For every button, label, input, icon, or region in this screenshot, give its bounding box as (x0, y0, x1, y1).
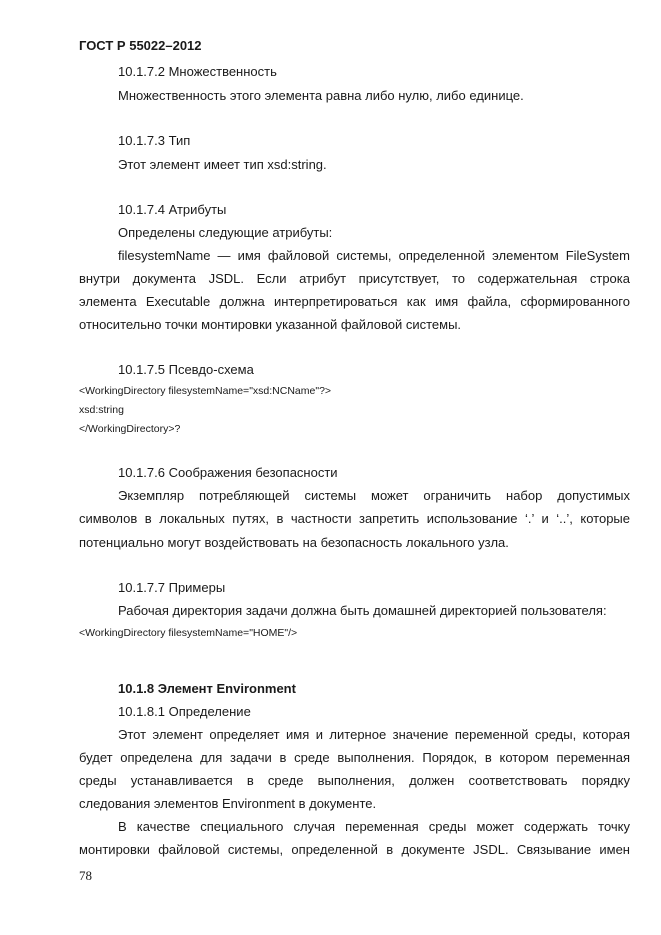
page-number: 78 (79, 868, 92, 883)
paragraph-line: следования элементов Environment в документе. (79, 796, 377, 811)
paragraph-line: относительно точки монтировки указанной файловой системы. (79, 317, 462, 332)
paragraph-line: Рабочая директория задачи должна быть домашней директорией пользователя: (118, 603, 607, 618)
paragraph-line: В качестве специального случая переменная среды может содержать точку (118, 819, 630, 834)
paragraph-line: Этот элемент определяет имя и литерное значение переменной среды, которая (118, 727, 630, 742)
subsection-heading: 10.1.8.1 Определение (118, 704, 251, 719)
code-line: <WorkingDirectory filesystemName="xsd:NCName"?> (79, 385, 332, 397)
code-line: <WorkingDirectory filesystemName="HOME"/> (79, 627, 298, 639)
section-heading: 10.1.8 Элемент Environment (118, 681, 296, 696)
section-heading: 10.1.7.2 Множественность (118, 64, 277, 79)
paragraph-line: Множественность этого элемента равна либо нулю, либо единице. (118, 88, 524, 103)
section-heading: 10.1.7.7 Примеры (118, 580, 226, 595)
section-heading: 10.1.7.5 Псевдо-схема (118, 362, 254, 377)
paragraph-line: символов в локальных путях, в частности запретить использование ‘.’ и ‘..’, которые (79, 511, 630, 526)
code-line: </WorkingDirectory>? (79, 423, 181, 435)
code-line: xsd:string (79, 404, 124, 416)
paragraph-line: Определены следующие атрибуты: (118, 225, 333, 240)
paragraph-line: внутри документа JSDL. Если атрибут присутствует, то содержательная строка (79, 271, 630, 286)
paragraph-line: Этот элемент имеет тип xsd:string. (118, 157, 327, 172)
paragraph-line: среды устанавливается в среде выполнения, должен соответствовать порядку (79, 773, 630, 788)
paragraph-line: монтировки файловой системы, определенной в документе JSDL. Связывание имен (79, 842, 630, 857)
paragraph-line: потенциально могут воздействовать на безопасность локального узла. (79, 535, 509, 550)
paragraph-line: элемента Executable должна интерпретироваться как имя файла, сформированного (79, 294, 630, 309)
section-heading: 10.1.7.6 Соображения безопасности (118, 465, 338, 480)
section-heading: 10.1.7.3 Тип (118, 133, 191, 148)
paragraph-line: Экземпляр потребляющей системы может ограничить набор допустимых (118, 488, 630, 503)
section-heading: 10.1.7.4 Атрибуты (118, 202, 227, 217)
paragraph-line: будет определена для задачи в среде выполнения. Порядок, в котором переменная (79, 750, 630, 765)
paragraph-line: filesystemName — имя файловой системы, определенной элементом FileSystem (118, 248, 630, 263)
document-header: ГОСТ Р 55022–2012 (79, 38, 202, 53)
